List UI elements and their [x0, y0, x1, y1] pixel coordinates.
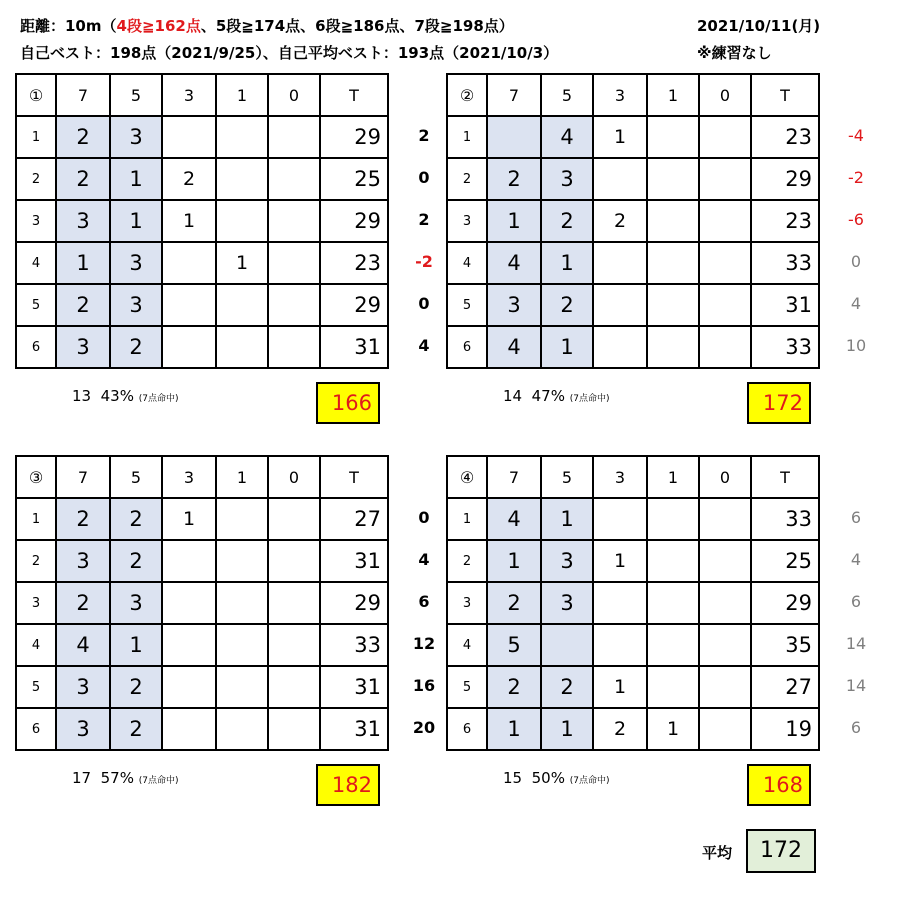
distance-suffix: 、5段≧174点、6段≧186点、7段≧198点） [200, 17, 514, 35]
score-diff: 6 [850, 508, 862, 527]
count-cell-c0 [699, 200, 751, 242]
count-cell-c3 [593, 624, 647, 666]
table-row [16, 326, 388, 368]
count-cell-c1 [647, 540, 699, 582]
end-number: 1 [447, 498, 487, 540]
count-cell-c0 [268, 498, 320, 540]
column-header: T [320, 74, 388, 116]
table-row [16, 582, 388, 624]
column-header: 0 [699, 456, 751, 498]
end-total: 31 [320, 326, 388, 368]
score-diff: 4 [418, 550, 430, 569]
count-cell-c5: 3 [110, 242, 162, 284]
count-cell-c1: 1 [216, 242, 268, 284]
end-number: 6 [447, 708, 487, 750]
distance-prefix: 距離：10m（ [20, 17, 117, 35]
score-table [446, 455, 820, 751]
hit-note: (7点命中) [569, 394, 610, 404]
end-number: 3 [447, 582, 487, 624]
count-cell-c1 [647, 158, 699, 200]
score-diff: 12 [412, 634, 436, 653]
table-row [16, 666, 388, 708]
count-cell-c7: 3 [487, 284, 541, 326]
end-number: 4 [447, 242, 487, 284]
count-cell-c7: 1 [487, 200, 541, 242]
count-cell-c0 [699, 326, 751, 368]
distance-line [20, 15, 514, 36]
end-total: 29 [320, 284, 388, 326]
round-total: 182 [331, 773, 372, 797]
round-label: ② [447, 74, 487, 116]
table-row [16, 624, 388, 666]
round-total: 166 [331, 391, 372, 415]
count-cell-c0 [699, 242, 751, 284]
count-cell-c3 [162, 582, 216, 624]
count-cell-c3 [593, 242, 647, 284]
count-cell-c7: 2 [56, 116, 110, 158]
table-row [16, 200, 388, 242]
end-total: 19 [751, 708, 819, 750]
count-cell-c7: 3 [56, 666, 110, 708]
round-total-box [316, 382, 380, 424]
count-cell-c7: 3 [56, 540, 110, 582]
hit-note: (7点命中) [569, 776, 610, 786]
count-cell-c5: 3 [541, 540, 593, 582]
score-diff: 6 [850, 718, 862, 737]
count-cell-c3 [593, 158, 647, 200]
count-cell-c1 [647, 284, 699, 326]
score-diff: 4 [850, 550, 862, 569]
count-cell-c7: 3 [56, 708, 110, 750]
end-total: 25 [320, 158, 388, 200]
score-diff: 20 [412, 718, 436, 737]
count-cell-c7: 2 [487, 582, 541, 624]
count-cell-c1 [216, 116, 268, 158]
column-header: 1 [647, 74, 699, 116]
table-row [16, 116, 388, 158]
count-cell-c5: 2 [110, 666, 162, 708]
count-cell-c0 [268, 582, 320, 624]
count-cell-c3 [162, 242, 216, 284]
header-row [16, 456, 388, 498]
count-cell-c1 [647, 582, 699, 624]
count-cell-c5: 2 [541, 200, 593, 242]
score-diff: 2 [418, 210, 430, 229]
hit-percent: 50% [531, 769, 565, 787]
count-cell-c5: 3 [110, 582, 162, 624]
round-summary [503, 769, 610, 787]
end-total: 23 [751, 116, 819, 158]
count-cell-c7: 3 [56, 326, 110, 368]
score-diff: 0 [850, 252, 862, 271]
column-header: 0 [268, 74, 320, 116]
count-cell-c0 [268, 540, 320, 582]
average-label: 平均 [702, 844, 733, 862]
count-cell-c7: 4 [487, 498, 541, 540]
round-total-box [747, 382, 811, 424]
hit-percent: 57% [100, 769, 134, 787]
count-cell-c5: 1 [541, 326, 593, 368]
end-number: 4 [447, 624, 487, 666]
count-cell-c1 [216, 624, 268, 666]
end-total: 31 [751, 284, 819, 326]
score-table [15, 455, 389, 751]
score-table [446, 73, 820, 369]
count-cell-c3: 2 [162, 158, 216, 200]
count-cell-c0 [268, 116, 320, 158]
count-cell-c3: 1 [162, 498, 216, 540]
count-cell-c3: 1 [162, 200, 216, 242]
header-row [16, 74, 388, 116]
count-cell-c3 [162, 326, 216, 368]
count-cell-c5 [541, 624, 593, 666]
count-cell-c0 [699, 708, 751, 750]
count-cell-c1 [647, 498, 699, 540]
column-header: 0 [268, 456, 320, 498]
column-header: 1 [216, 74, 268, 116]
count-cell-c0 [268, 158, 320, 200]
score-diff: 2 [418, 126, 430, 145]
end-total: 25 [751, 540, 819, 582]
column-header: 5 [110, 74, 162, 116]
end-number: 5 [447, 284, 487, 326]
round-summary [503, 387, 610, 405]
hit-note: (7点命中) [138, 776, 179, 786]
column-header: 7 [487, 456, 541, 498]
round-total-box [747, 764, 811, 806]
count-cell-c0 [268, 284, 320, 326]
count-cell-c7: 4 [487, 326, 541, 368]
score-diff: -2 [848, 168, 864, 187]
count-cell-c3 [593, 582, 647, 624]
end-number: 2 [16, 158, 56, 200]
table-row [447, 242, 819, 284]
count-cell-c5: 2 [110, 326, 162, 368]
end-total: 29 [751, 582, 819, 624]
round-summary [72, 769, 179, 787]
count-cell-c1 [647, 242, 699, 284]
count-cell-c1 [647, 116, 699, 158]
count-cell-c7: 1 [56, 242, 110, 284]
column-header: 5 [541, 74, 593, 116]
hit-count: 14 [503, 387, 523, 405]
count-cell-c7 [487, 116, 541, 158]
end-total: 33 [320, 624, 388, 666]
score-diff: 6 [418, 592, 430, 611]
table-row [447, 116, 819, 158]
average-value: 172 [760, 838, 802, 863]
count-cell-c3 [162, 540, 216, 582]
count-cell-c7: 2 [56, 582, 110, 624]
count-cell-c1 [216, 582, 268, 624]
round-label: ① [16, 74, 56, 116]
round-total: 172 [762, 391, 803, 415]
column-header: 0 [699, 74, 751, 116]
count-cell-c3: 1 [593, 540, 647, 582]
table-row [447, 498, 819, 540]
count-cell-c5: 1 [541, 708, 593, 750]
date-label: 2021/10/11(月) [697, 17, 821, 35]
end-number: 5 [16, 666, 56, 708]
table-row [447, 666, 819, 708]
end-number: 2 [447, 158, 487, 200]
score-diff: 14 [845, 634, 867, 653]
best-line: 自己ベスト：198点（2021/9/25）、自己平均ベスト：193点（2021/10/3） [20, 44, 559, 62]
column-header: 1 [647, 456, 699, 498]
count-cell-c7: 4 [487, 242, 541, 284]
end-total: 35 [751, 624, 819, 666]
count-cell-c7: 4 [56, 624, 110, 666]
round-summary [72, 387, 179, 405]
table-row [447, 582, 819, 624]
end-total: 29 [320, 582, 388, 624]
end-number: 4 [16, 242, 56, 284]
count-cell-c0 [699, 158, 751, 200]
count-cell-c1 [216, 540, 268, 582]
score-diff: 6 [850, 592, 862, 611]
hit-percent: 43% [100, 387, 134, 405]
end-total: 29 [751, 158, 819, 200]
count-cell-c5: 1 [541, 498, 593, 540]
count-cell-c5: 3 [541, 158, 593, 200]
end-number: 6 [447, 326, 487, 368]
count-cell-c7: 5 [487, 624, 541, 666]
table-row [16, 242, 388, 284]
count-cell-c3: 2 [593, 708, 647, 750]
count-cell-c0 [268, 200, 320, 242]
table-row [16, 284, 388, 326]
average-box [746, 829, 816, 873]
end-number: 4 [16, 624, 56, 666]
count-cell-c3 [162, 708, 216, 750]
round-label: ④ [447, 456, 487, 498]
end-number: 3 [16, 582, 56, 624]
hit-count: 13 [72, 387, 92, 405]
round-total-box [316, 764, 380, 806]
count-cell-c5: 1 [110, 200, 162, 242]
table-row [16, 708, 388, 750]
count-cell-c0 [268, 666, 320, 708]
end-number: 5 [447, 666, 487, 708]
count-cell-c3: 2 [593, 200, 647, 242]
score-diff: -6 [848, 210, 864, 229]
count-cell-c5: 2 [541, 666, 593, 708]
end-total: 33 [751, 242, 819, 284]
count-cell-c7: 2 [487, 158, 541, 200]
count-cell-c1 [647, 666, 699, 708]
column-header: 7 [56, 74, 110, 116]
score-diff: 0 [418, 294, 430, 313]
count-cell-c0 [699, 116, 751, 158]
table-row [16, 540, 388, 582]
column-header: 5 [110, 456, 162, 498]
column-header: 1 [216, 456, 268, 498]
count-cell-c0 [268, 708, 320, 750]
count-cell-c1 [216, 666, 268, 708]
note-label: ※練習なし [697, 44, 772, 62]
table-row [447, 326, 819, 368]
end-total: 33 [751, 326, 819, 368]
score-diff: 16 [412, 676, 436, 695]
count-cell-c3 [162, 666, 216, 708]
count-cell-c7: 1 [487, 708, 541, 750]
end-number: 3 [16, 200, 56, 242]
column-header: 3 [593, 74, 647, 116]
hit-note: (7点命中) [138, 394, 179, 404]
distance-red: 4段≧162点 [116, 17, 201, 35]
count-cell-c5: 2 [541, 284, 593, 326]
count-cell-c7: 3 [56, 200, 110, 242]
count-cell-c1 [216, 284, 268, 326]
count-cell-c3 [162, 284, 216, 326]
count-cell-c5: 2 [110, 540, 162, 582]
round-label: ③ [16, 456, 56, 498]
count-cell-c3 [162, 116, 216, 158]
count-cell-c3 [593, 284, 647, 326]
score-diff: 4 [850, 294, 862, 313]
count-cell-c0 [699, 540, 751, 582]
count-cell-c0 [699, 624, 751, 666]
score-diff: -4 [848, 126, 864, 145]
hit-count: 17 [72, 769, 92, 787]
score-diff: 4 [418, 336, 430, 355]
end-total: 27 [751, 666, 819, 708]
end-number: 2 [16, 540, 56, 582]
count-cell-c1 [647, 200, 699, 242]
score-diff: 10 [845, 336, 867, 355]
count-cell-c5: 2 [110, 498, 162, 540]
end-number: 3 [447, 200, 487, 242]
end-total: 27 [320, 498, 388, 540]
column-header: 3 [593, 456, 647, 498]
hit-percent: 47% [531, 387, 565, 405]
count-cell-c7: 2 [56, 284, 110, 326]
end-total: 31 [320, 708, 388, 750]
count-cell-c3 [593, 326, 647, 368]
end-number: 1 [447, 116, 487, 158]
column-header: 7 [56, 456, 110, 498]
header-row [447, 456, 819, 498]
end-total: 33 [751, 498, 819, 540]
end-number: 2 [447, 540, 487, 582]
count-cell-c7: 2 [56, 158, 110, 200]
end-total: 29 [320, 200, 388, 242]
score-diff: 0 [418, 508, 430, 527]
end-total: 31 [320, 540, 388, 582]
count-cell-c7: 2 [56, 498, 110, 540]
count-cell-c5: 3 [110, 284, 162, 326]
end-total: 31 [320, 666, 388, 708]
count-cell-c1 [647, 326, 699, 368]
end-total: 23 [320, 242, 388, 284]
end-number: 6 [16, 708, 56, 750]
score-diff: 14 [845, 676, 867, 695]
count-cell-c1: 1 [647, 708, 699, 750]
count-cell-c1 [216, 326, 268, 368]
score-table [15, 73, 389, 369]
count-cell-c0 [268, 242, 320, 284]
count-cell-c3: 1 [593, 666, 647, 708]
table-row [16, 498, 388, 540]
count-cell-c7: 2 [487, 666, 541, 708]
count-cell-c1 [216, 158, 268, 200]
end-total: 23 [751, 200, 819, 242]
count-cell-c7: 1 [487, 540, 541, 582]
table-row [447, 624, 819, 666]
column-header: 3 [162, 456, 216, 498]
end-number: 6 [16, 326, 56, 368]
count-cell-c3 [593, 498, 647, 540]
count-cell-c5: 1 [110, 158, 162, 200]
table-row [447, 158, 819, 200]
table-row [447, 284, 819, 326]
column-header: 3 [162, 74, 216, 116]
column-header: T [751, 456, 819, 498]
count-cell-c0 [699, 284, 751, 326]
column-header: T [751, 74, 819, 116]
end-number: 1 [16, 116, 56, 158]
count-cell-c0 [268, 624, 320, 666]
hit-count: 15 [503, 769, 523, 787]
count-cell-c1 [216, 498, 268, 540]
header-row [447, 74, 819, 116]
score-diff: -2 [415, 252, 433, 271]
count-cell-c5: 1 [110, 624, 162, 666]
count-cell-c0 [699, 666, 751, 708]
count-cell-c1 [216, 200, 268, 242]
count-cell-c0 [699, 498, 751, 540]
count-cell-c5: 3 [541, 582, 593, 624]
count-cell-c3: 1 [593, 116, 647, 158]
table-row [447, 200, 819, 242]
count-cell-c5: 2 [110, 708, 162, 750]
end-total: 29 [320, 116, 388, 158]
count-cell-c0 [699, 582, 751, 624]
score-diff: 0 [418, 168, 430, 187]
round-total: 168 [762, 773, 803, 797]
table-row [16, 158, 388, 200]
count-cell-c5: 4 [541, 116, 593, 158]
count-cell-c5: 1 [541, 242, 593, 284]
column-header: 5 [541, 456, 593, 498]
count-cell-c1 [647, 624, 699, 666]
column-header: T [320, 456, 388, 498]
end-number: 1 [16, 498, 56, 540]
count-cell-c0 [268, 326, 320, 368]
count-cell-c1 [216, 708, 268, 750]
table-row [447, 708, 819, 750]
end-number: 5 [16, 284, 56, 326]
column-header: 7 [487, 74, 541, 116]
count-cell-c5: 3 [110, 116, 162, 158]
table-row [447, 540, 819, 582]
count-cell-c3 [162, 624, 216, 666]
